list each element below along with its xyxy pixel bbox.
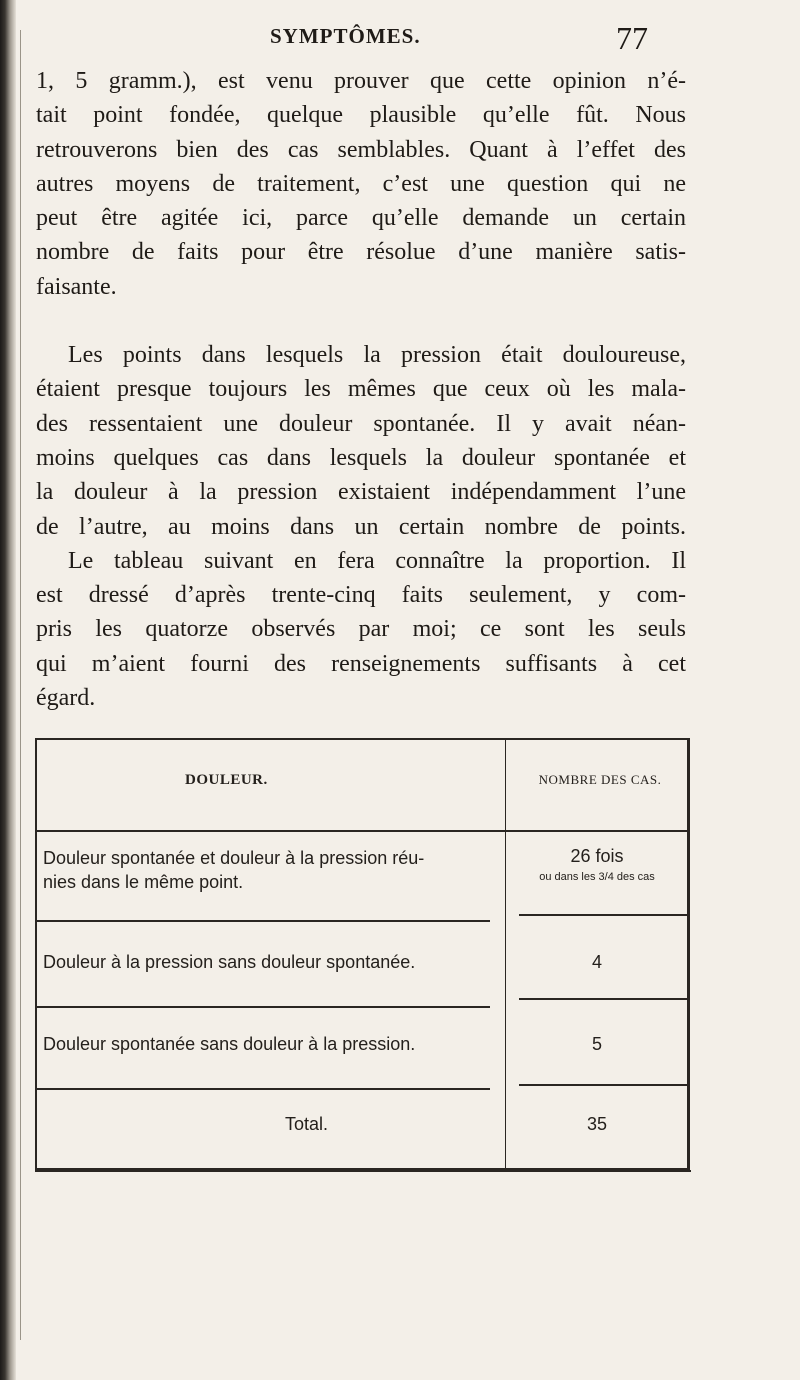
text-line: faisante. [36,273,117,300]
table-row-rule [519,1084,687,1086]
row-label: Douleur spontanée et douleur à la pression réu- [43,848,425,868]
symptom-table [35,738,691,1175]
text-line: de l’autre, au moins dans un certain nombre de points. [36,513,686,540]
text-line: Les points dans lesquels la pression était douloureuse, [68,342,686,369]
table-bottom-rule [35,1170,691,1172]
table-header-rule [35,830,687,832]
table-header-nombre: NOMBRE DES CAS. [538,772,662,787]
text-line: la douleur à la pression existaient indépendamment l’une [36,479,686,506]
table-header-douleur: DOULEUR. [185,772,268,788]
text-line: égard. [36,685,96,712]
total-count: 35 [586,1114,608,1134]
text-line: pris les quatorze observés par moi; ce sont les seuls [36,616,686,643]
text-line: est dressé d’après trente-cinq faits seulement, y com- [36,582,686,609]
text-line: tait point fondée, quelque plausible qu’elle fût. Nous [36,102,686,129]
page-binding-shadow [0,0,16,1380]
text-line: autres moyens de traitement, c’est une question qui ne [36,170,686,197]
body-text [36,64,686,715]
paragraph-1 [36,64,686,304]
table-row [43,846,498,894]
text-line: peut être agitée ici, parce qu’elle demande un certain [36,205,686,232]
text-line: 1, 5 gramm.), est venu prouver que cette opinion n’é- [36,68,686,94]
text-line: retrouverons bien des cas semblables. Quant à l’effet des [36,136,686,163]
running-head [0,20,800,60]
text-line: moins quelques cas dans lesquels la douleur spontanée et [36,444,686,471]
text-line: Le tableau suivant en fera connaître la proportion. Il [68,547,686,574]
row-count-note: ou dans les 3/4 des cas [539,871,655,883]
row-count-value: 5 [591,1034,602,1054]
running-title: SYMPTÔMES. [270,24,421,48]
total-label: Total. [285,1114,329,1134]
paragraph-2 [36,338,686,715]
table-row-rule [35,1006,490,1008]
text-line: des ressentaient une douleur spontanée. Il y avait néan- [36,410,686,437]
table-row-rule [519,998,687,1000]
table-row-rule [35,1088,490,1090]
table-column-divider [505,738,506,1168]
row-count-value: 26 fois [570,846,624,866]
row-count-value: 4 [591,952,602,972]
text-line: étaient presque toujours les mêmes que ceux où les mala- [36,376,686,403]
table-row-rule [35,920,490,922]
binding-rule [20,30,21,1340]
row-label-cont: nies dans le même point. [43,872,244,892]
page-number: 77 [616,20,648,56]
text-line: nombre de faits pour être résolue d’une manière satis- [36,239,686,266]
row-count [507,844,687,884]
table-row-rule [519,914,687,916]
text-line: qui m’aient fourni des renseignements suffisants à cet [36,650,686,677]
row-label: Douleur à la pression sans douleur spontanée. [43,952,416,972]
row-label: Douleur spontanée sans douleur à la pression. [43,1034,416,1054]
